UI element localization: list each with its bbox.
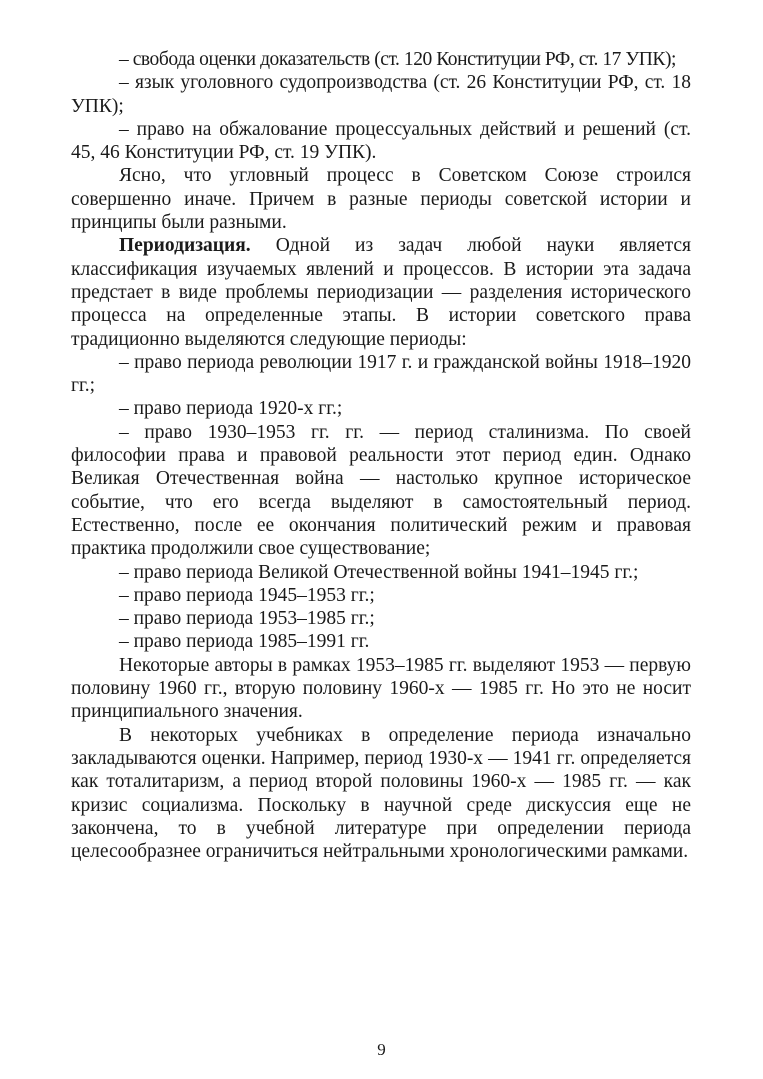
paragraph-soviet-process: Ясно, что угловный процесс в Советском Союзе строился совершенно иначе. Причем в разные периоды советской истории и принципы были разными.	[71, 165, 691, 234]
paragraph-period-revolution: – право периода революции 1917 г. и гражданской войны 1918–1920 гг.;	[71, 351, 691, 397]
page-body	[71, 48, 691, 863]
paragraph-proceedings-language: – язык уголовного судопроизводства (ст. 26 Конституции РФ, ст. 18 УПК);	[71, 72, 691, 117]
paragraph-period-1945-1953: – право периода 1945–1953 гг.;	[119, 584, 375, 606]
paragraph-textbook-assessments: В некоторых учебниках в определение периода изначально закладываются оценки. Например, период 1930-х — 1941 гг. определяется как тоталитаризм, а период второй половины 1960-х — 1985 гг. — как кризис социализма. Поскольку в научной среде дискуссия еще не закончена, то в учебной литературе при определении периода целесообразнее ограничиться нейтральными хронологическими рамками.	[71, 724, 691, 863]
paragraph-period-great-patriotic-war: – право периода Великой Отечественной войны 1941–1945 гг.;	[119, 561, 639, 583]
periodization-heading: Периодизация.	[119, 235, 251, 257]
paragraph-some-authors: Некоторые авторы в рамках 1953–1985 гг. выделяют 1953 — первую половину 1960 гг., вторую половину 1960-х — 1985 гг. Но это не носит принципиального значения.	[71, 654, 691, 723]
paragraph-evidence-assessment: – свобода оценки доказательств (ст. 120 Конституции РФ, ст. 17 УПК);	[119, 49, 676, 70]
paragraph-period-stalinism: – право 1930–1953 гг. гг. — период сталинизма. По своей философии права и правовой реальности этот период един. Однако Великая Отечественная война — настолько крупное историческое событие, что его всегда выделяют в самостоятельный период. Естественно, после ее окончания политический режим и правовая практика продолжили свое существование;	[71, 421, 691, 560]
paragraph-right-to-appeal: – право на обжалование процессуальных действий и решений (ст. 45, 46 Конституции РФ, ст. 19 УПК).	[71, 118, 691, 164]
paragraph-period-1985-1991: – право периода 1985–1991 гг.	[119, 631, 370, 653]
paragraph-period-1953-1985: – право периода 1953–1985 гг.;	[119, 608, 375, 630]
paragraph-period-1920s: – право периода 1920-х гг.;	[119, 398, 343, 420]
paragraph-periodization	[71, 234, 691, 350]
page-number: 9	[377, 1040, 386, 1059]
periodization-text: Одной из задач любой науки является классификация изучаемых явлений и процессов. В истории эта задача предстает в виде проблемы периодизации — разделения исторического процесса на определенные этапы. В истории советского права традиционно выделяются следующие периоды:	[71, 235, 691, 350]
